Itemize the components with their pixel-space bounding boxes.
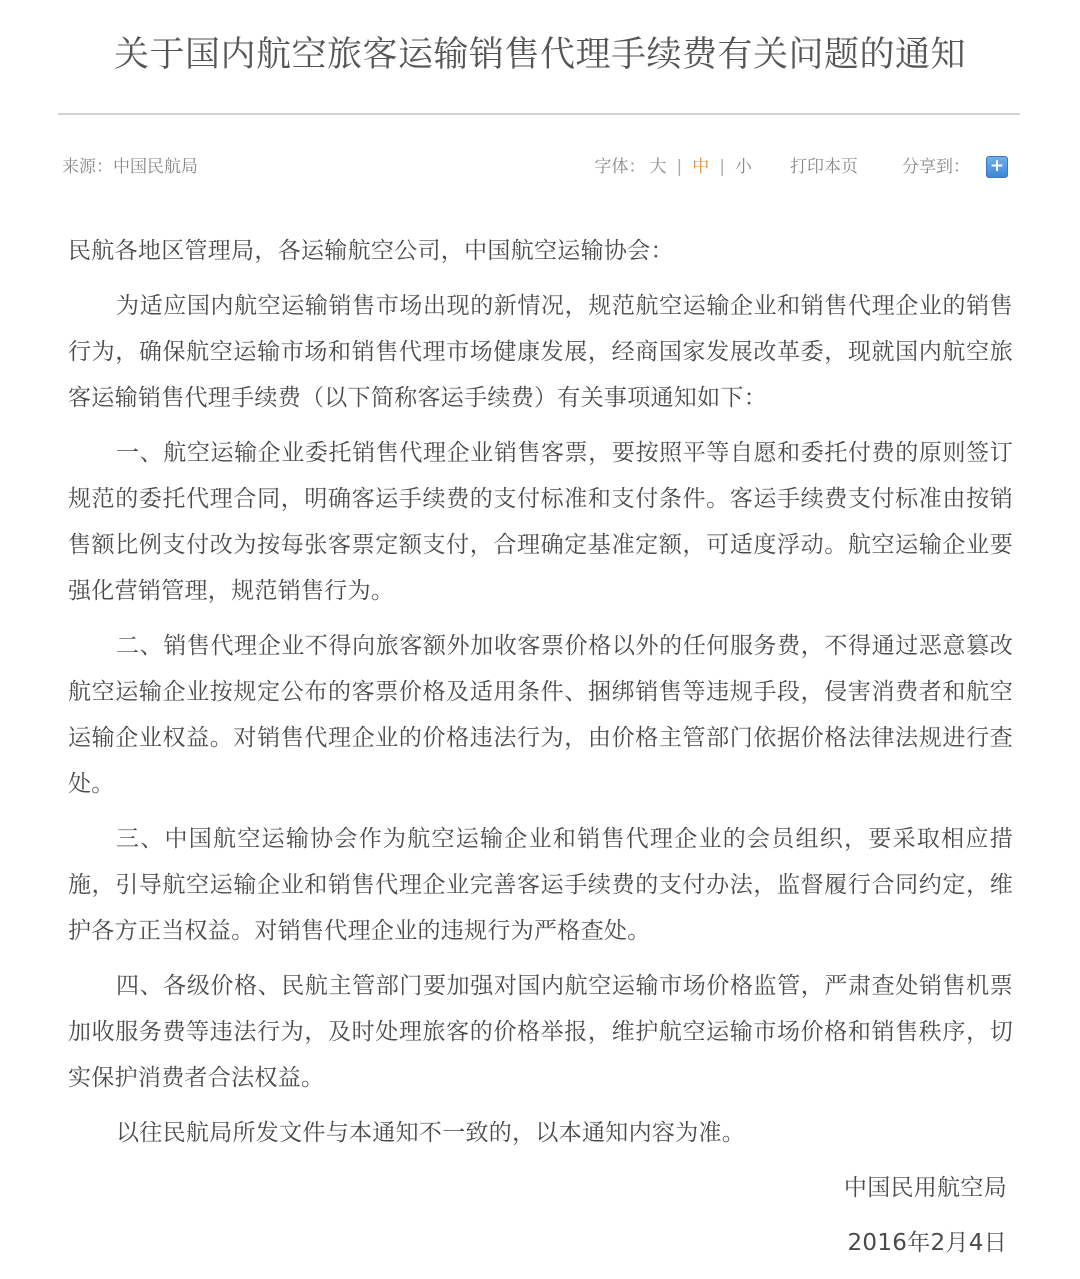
meta-bar bbox=[62, 152, 1008, 182]
share-label: 分享到： bbox=[902, 157, 970, 177]
paragraph-item-1: 一、航空运输企业委托销售代理企业销售客票，要按照平等自愿和委托付费的原则签订规范的委托代理合同，明确客运手续费的支付标准和支付条件。客运手续费支付标准由按销售额比例支付改为按每张客票定额支付，合理确定基准定额，可适度浮动。航空运输企业要强化营销管理，规范销售行为。 bbox=[68, 440, 1013, 604]
source-label: 来源：中国民航局 bbox=[62, 157, 198, 177]
document-body bbox=[68, 228, 1013, 1275]
issue-date: 2016年2月4日 bbox=[847, 1230, 1007, 1256]
paragraph-intro: 为适应国内航空运输销售市场出现的新情况，规范航空运输企业和销售代理企业的销售行为，确保航空运输市场和销售代理市场健康发展，经商国家发展改革委，现就国内航空旅客运输销售代理手续费（以下简称客运手续费）有关事项通知如下： bbox=[68, 293, 1013, 411]
separator: | bbox=[719, 157, 725, 177]
signature: 中国民用航空局 bbox=[843, 1175, 1007, 1201]
share-button[interactable] bbox=[986, 156, 1008, 178]
print-page-link[interactable]: 打印本页 bbox=[790, 157, 858, 177]
article-tools bbox=[595, 152, 1008, 182]
font-size-large[interactable]: 大 bbox=[649, 157, 667, 177]
title-divider bbox=[58, 113, 1020, 115]
font-size-small[interactable]: 小 bbox=[735, 157, 752, 177]
separator: | bbox=[676, 157, 683, 177]
paragraph-item-3: 三、中国航空运输协会作为航空运输企业和销售代理企业的会员组织，要采取相应措施，引导航空运输企业和销售代理企业完善客运手续费的支付办法，监督履行合同约定，维护各方正当权益。对销售代理企业的违规行为严格查处。 bbox=[68, 826, 1013, 944]
paragraph-closing: 以往民航局所发文件与本通知不一致的，以本通知内容为准。 bbox=[116, 1120, 746, 1146]
salutation: 民航各地区管理局，各运输航空公司，中国航空运输协会： bbox=[68, 238, 674, 264]
plus-icon: + bbox=[989, 156, 1005, 176]
paragraph-item-4: 四、各级价格、民航主管部门要加强对国内航空运输市场价格监管，严肃查处销售机票加收服务费等违法行为，及时处理旅客的价格举报，维护航空运输市场价格和销售秩序，切实保护消费者合法权益。 bbox=[68, 973, 1013, 1091]
paragraph-item-2: 二、销售代理企业不得向旅客额外加收客票价格以外的任何服务费，不得通过恶意篡改航空运输企业按规定公布的客票价格及适用条件、捆绑销售等违规手段，侵害消费者和航空运输企业权益。对销售代理企业的价格违法行为，由价格主管部门依据价格法律法规进行查处。 bbox=[68, 633, 1013, 797]
page-title: 关于国内航空旅客运输销售代理手续费有关问题的通知 bbox=[113, 35, 966, 75]
font-size-medium[interactable]: 中 bbox=[692, 157, 710, 177]
font-size-label: 字体： bbox=[594, 157, 646, 177]
